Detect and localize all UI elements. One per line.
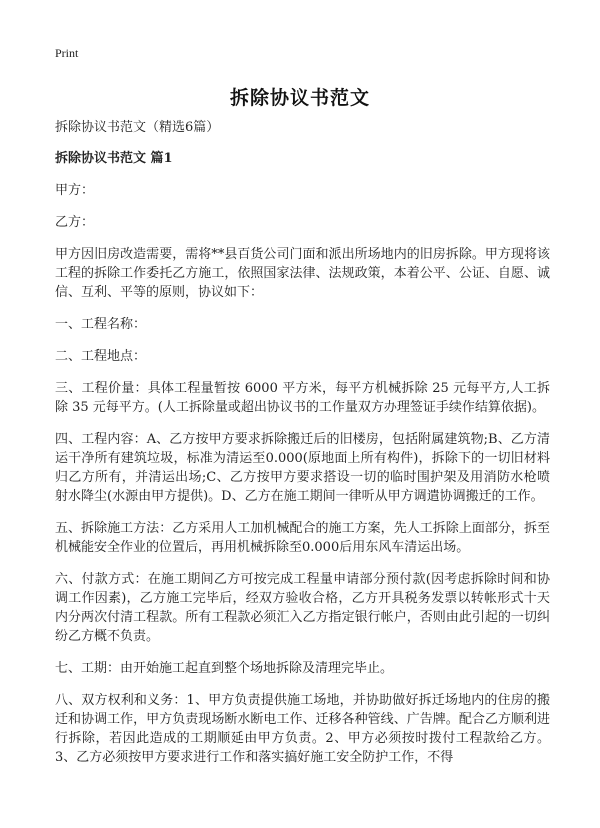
section-heading: 拆除协议书范文 篇1 bbox=[55, 151, 173, 166]
paragraph-content: 四、工程内容：A、乙方按甲方要求拆除搬迁后的旧楼房，包括附属建筑物;B、乙方清运干净所有建筑垃圾，标准为清运至0.000(原地面上所有构件)，拆除下的一切旧材料归乙方所有，并清运出场;C、乙方按甲方要求搭设一切的临时围护架及用消防水枪喷射水降尘(水源由甲方提供)。D、乙方在施工期间一律听从甲方调遣协调搬迁的工作。 bbox=[55, 432, 550, 504]
paragraph-duration: 七、工期：由开始施工起直到整个场地拆除及清理完毕止。 bbox=[55, 661, 394, 676]
paragraph-project-name: 一、工程名称： bbox=[55, 317, 147, 332]
paragraph-party-b: 乙方： bbox=[55, 215, 95, 230]
document-subtitle: 拆除协议书范文（精选6篇） bbox=[55, 120, 220, 135]
print-link[interactable]: Print bbox=[55, 46, 79, 60]
document-body bbox=[55, 118, 550, 767]
paragraph-rights: 八、双方权利和义务：1、甲方负责提供施工场地，并协助做好拆迁场地内的住房的搬迁和协调工作，甲方负责现场断水断电工作、迁移各种管线、广告牌。配合乙方顺利进行拆除，若因此造成的工期顺延由甲方负责。2、甲方必须按时拨付工程款给乙方。3、乙方必须按甲方要求进行工作和落实搞好施工安全防护工作，不得 bbox=[55, 693, 550, 765]
paragraph-party-a: 甲方： bbox=[55, 183, 95, 198]
paragraph-payment: 六、付款方式：在施工期间乙方可按完成工程量申请部分预付款(因考虑拆除时间和协调工作因素)，乙方施工完毕后，经双方验收合格，乙方开具税务发票以转帐形式十天内分两次付清工程款。所有工程款必须汇入乙方指定银行帐户，否则由此引起的一切纠纷乙方概不负责。 bbox=[55, 572, 550, 644]
paragraph-intro: 甲方因旧房改造需要，需将**县百货公司门面和派出所场地内的旧房拆除。甲方现将该工程的拆除工作委托乙方施工，依照国家法律、法规政策，本着公平、公证、自愿、诚信、互利、平等的原则，协议如下： bbox=[55, 247, 550, 300]
paragraph-method: 五、拆除施工方法：乙方采用人工加机械配合的施工方案，先人工拆除上面部分，拆至机械能安全作业的位置后，再用机械拆除至0.000后用东风车清运出场。 bbox=[55, 521, 550, 555]
paragraph-price: 三、工程价量：具体工程量暂按 6000 平方米，每平方机械拆除 25 元每平方,人工拆除 35 元每平方。(人工拆除量或超出协议书的工作量双方办理签证手续作结算依据)。 bbox=[55, 381, 550, 415]
paragraph-project-location: 二、工程地点： bbox=[55, 349, 147, 364]
page-title: 拆除协议书范文 bbox=[229, 87, 370, 109]
